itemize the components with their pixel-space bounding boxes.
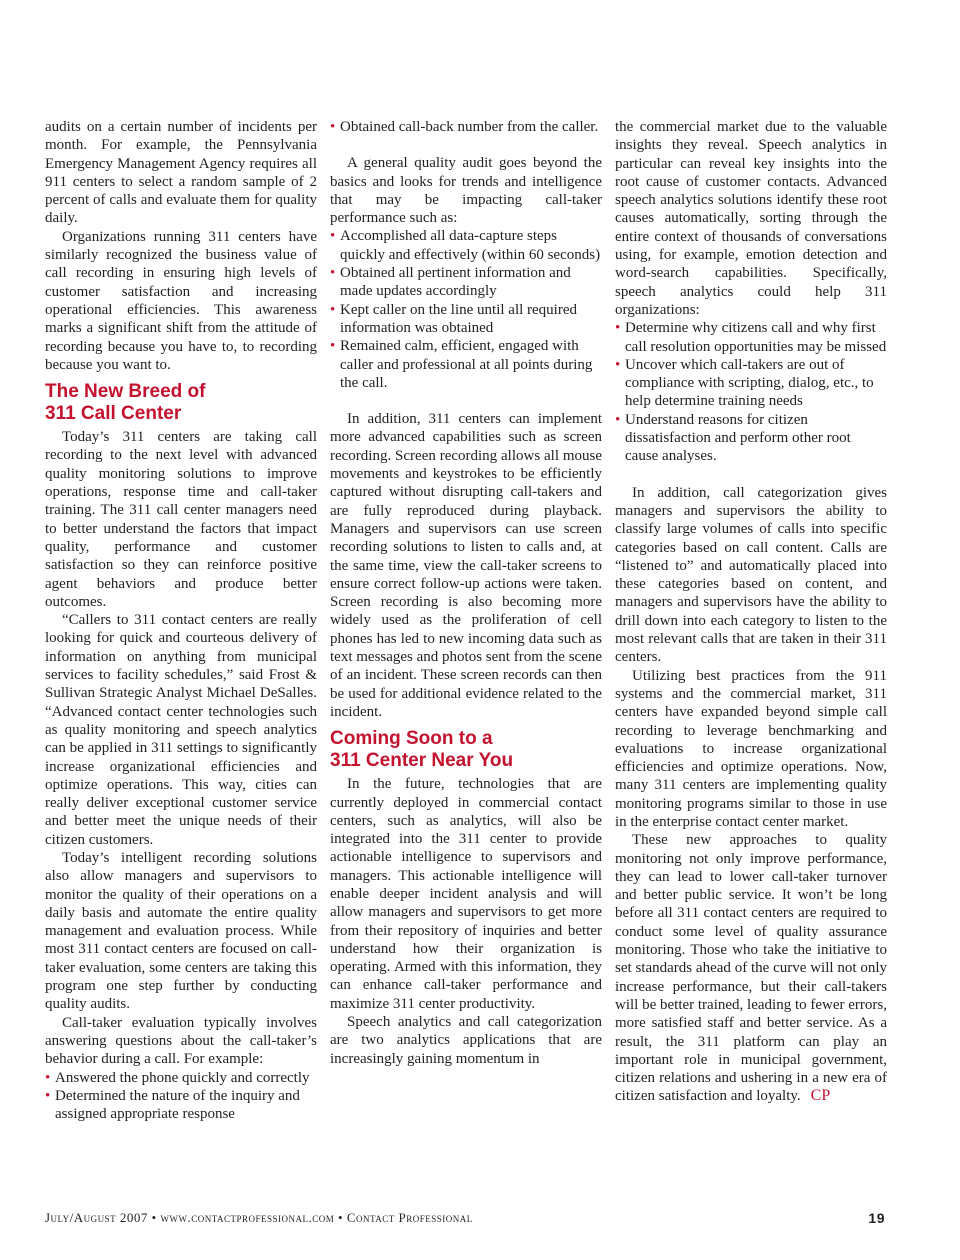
magazine-name: Contact Professional	[346, 1210, 473, 1225]
bullet-list	[615, 319, 887, 465]
list-item-text: Answered the phone quickly and correctly	[55, 1069, 310, 1086]
list-item	[45, 1087, 317, 1124]
paragraph: In addition, call categorization gives managers and supervisors the ability to classify large volumes of calls into specific categories based on call content. Calls are “listened to” and automatically placed into these categories based on content, and managers and supervisors have the ability to drill down into each category to listen to the most relevant calls that are taken in their 311 centers.	[615, 484, 887, 666]
paragraph: Speech analytics and call categorization are two analytics applications that are increasingly gaining momentum in	[330, 1014, 602, 1067]
paragraph: “Callers to 311 contact centers are really looking for quick and courteous delivery of information on anything from municipal services to facility schedules,” said Frost & Sullivan Strategic Analyst Michael DeSalles. “Advanced contact center technologies such as quality monitoring and speech analytics can be applied in 311 settings to significantly increase organizational efficiencies and optimize operations. This way, cities can really deliver exceptional customer service and better meet the unique needs of their citizen customers.	[45, 612, 317, 848]
paragraph: the commercial market due to the valuable insights they reveal. Speech analytics in particular can reveal key insights into the root cause of customer contacts. Advanced speech analytics solutions identify these root causes automatically, sorting through the entire context of thousands of conversations using, for example, emotion detection and word-search capabilities. Specifically, speech analytics could help 311 organizations:	[615, 119, 887, 318]
paragraph: audits on a certain number of incidents per month. For example, the Pennsylvania Emergency Management Agency requires all 911 centers to select a random sample of 2 percent of calls and evaluate them for quality daily.	[45, 119, 317, 227]
bullet-icon: •	[615, 320, 621, 337]
list-item	[615, 319, 887, 356]
paragraph: Call-taker evaluation typically involves answering questions about the call-taker’s behavior during a call. For example:	[45, 1014, 317, 1068]
footer-separator: •	[151, 1210, 157, 1225]
section-heading-new-breed	[45, 381, 317, 425]
page-footer	[45, 1210, 885, 1226]
end-mark-logo: CP	[810, 1087, 831, 1105]
list-item	[330, 264, 602, 301]
paragraph-text: These new approaches to quality monitoring not only improve performance, they can lead to lower call-taker turnover and better public service. It won’t be long before all 311 contact centers are required to conduct some level of quality assurance monitoring. Those who take the initiative to set standards ahead of the curve will not only increase performance, but their call-takers will be better trained, leading to fewer errors, more satisfied staff and better service. As a result, the 311 platform can play an important role in municipal government, citizen relations and ushering in a new era of citizen satisfaction and loyalty.	[615, 832, 887, 1105]
list-item-text: Understand reasons for citizen dissatisfaction and perform other root cause analyses.	[625, 411, 851, 465]
list-item	[615, 356, 887, 411]
footer-separator: •	[338, 1210, 344, 1225]
list-item	[615, 411, 887, 466]
paragraph: Utilizing best practices from the 911 systems and the commercial market, 311 centers have expanded beyond simple call recording to leverage benchmarking and evaluations to increase organizational efficiencies and optimize operations. Now, many 311 centers are implementing quality monitoring programs similar to those in use in the enterprise contact center market.	[615, 667, 887, 830]
spacer	[330, 136, 602, 154]
page-number: 19	[868, 1210, 885, 1226]
bullet-list	[330, 118, 602, 136]
paragraph: In addition, 311 centers can implement more advanced capabilities such as screen recording. Screen recording allows all mouse movements and keystrokes to be efficiently captured without disrupting call-takers and are fully reproduced during playback. Managers and supervisors can use screen recording solutions to listen to calls and, at the same time, view the call-taker screens to ensure correct follow-up actions were taken. Screen recording is also becoming more widely used as the proliferation of cell phones has led to new incoming data such as text messages and photos sent from the scene of an incident. These screen records can then be used for additional evidence related to the incident.	[330, 411, 603, 720]
list-item-text: Obtained call-back number from the caller.	[340, 119, 599, 135]
bullet-icon: •	[330, 228, 336, 245]
spacer	[615, 466, 887, 484]
paragraph: Today’s 311 centers are taking call recording to the next level with advanced quality monitoring solutions to improve operations, response time and call-taker training. The 311 call center managers need to better understand the factors that impact quality, performance and customer satisfaction so they can reinforce positive agent behaviors and produce better outcomes.	[45, 429, 317, 610]
heading-line: 311 Center Near You	[330, 750, 514, 772]
list-item	[45, 1069, 317, 1087]
bullet-list	[330, 227, 602, 392]
spacer	[330, 392, 602, 410]
list-item	[330, 301, 602, 338]
article-column-1	[45, 118, 317, 1123]
bullet-icon: •	[615, 356, 621, 373]
list-item	[330, 337, 602, 392]
bullet-icon: •	[615, 411, 621, 428]
bullet-icon: •	[45, 1087, 51, 1104]
list-item	[330, 118, 602, 136]
heading-line: 311 Call Center	[45, 403, 182, 425]
list-item	[330, 227, 602, 264]
bullet-icon: •	[45, 1069, 51, 1086]
paragraph	[615, 831, 887, 1105]
list-item-text: Remained calm, efficient, engaged with caller and professional at all points during the call.	[340, 338, 593, 391]
website-link[interactable]: www.contactprofessional.com	[160, 1210, 335, 1225]
heading-line: The New Breed of	[45, 381, 206, 403]
article-column-3	[615, 118, 887, 1106]
bullet-icon: •	[330, 265, 336, 282]
paragraph: Organizations running 311 centers have similarly recognized the business value of call recording in ensuring high levels of customer satisfaction and increasing operational efficiencies. This awareness marks a significant shift from the attitude of recording because you have to, to recording because you want to.	[45, 228, 317, 373]
bullet-list	[45, 1069, 317, 1124]
paragraph: Today’s intelligent recording solutions also allow managers and supervisors to monitor the quality of their operations on a daily basis and automate the entire quality management and evaluation process. While most 311 contact centers are focused on call-taker evaluation, some centers are taking this program one step further by conducting quality audits.	[45, 849, 317, 1013]
list-item-text: Determine why citizens call and why first call resolution opportunities may be missed	[625, 320, 887, 355]
bullet-icon: •	[330, 301, 336, 318]
list-item-text: Obtained all pertinent information and made updates accordingly	[340, 265, 571, 300]
section-heading-coming-soon	[330, 728, 602, 772]
heading-line: Coming Soon to a	[330, 728, 493, 750]
list-item-text: Uncover which call-takers are out of compliance with scripting, dialog, etc., to help determine training needs	[625, 356, 874, 410]
paragraph: In the future, technologies that are currently deployed in commercial contact centers, such as analytics, will also be integrated into the 311 center to provide actionable intelligence to supervisors and managers. This actionable intelligence will enable deeper incident analysis and will allow managers and supervisors to get more from their repository of inquiries and better understand how their organization is operating. Armed with this information, they can enhance call-taker performance and maximize 311 center productivity.	[330, 776, 602, 1012]
list-item-text: Determined the nature of the inquiry and assigned appropriate response	[55, 1087, 300, 1123]
list-item-text: Accomplished all data-capture steps quickly and effectively (within 60 seconds)	[340, 228, 601, 263]
bullet-icon: •	[330, 338, 336, 355]
bullet-icon: •	[330, 119, 336, 135]
article-column-2	[330, 118, 602, 1068]
list-item-text: Kept caller on the line until all required information was obtained	[340, 301, 577, 336]
paragraph: A general quality audit goes beyond the basics and looks for trends and intelligence that may be impacting call-taker performance such as:	[330, 155, 602, 227]
issue-date: July/August 2007	[45, 1210, 148, 1225]
